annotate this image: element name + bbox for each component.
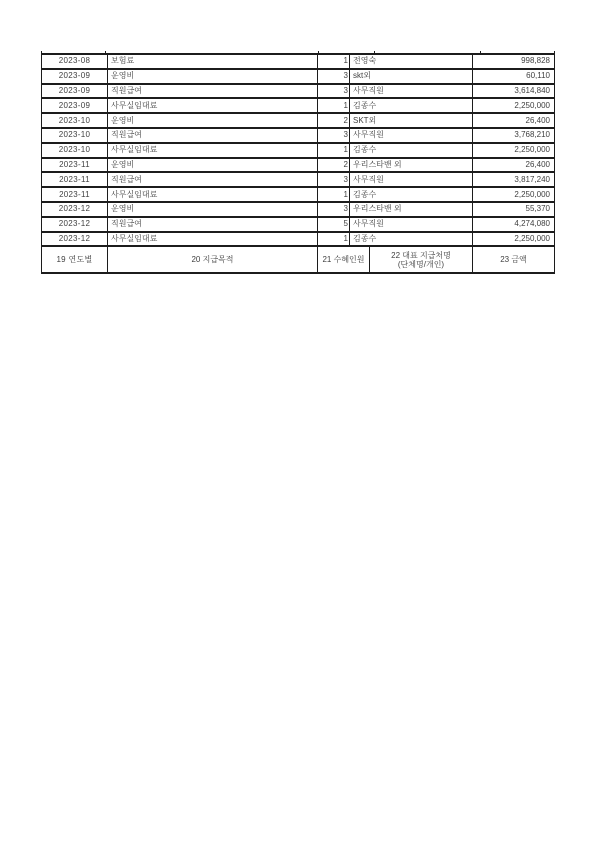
- cell-date: 2023-12: [42, 218, 108, 231]
- cell-amount: 60,110: [526, 71, 550, 81]
- cell-purpose: 직원급여: [108, 218, 318, 231]
- cell-date: 2023-11: [42, 159, 108, 172]
- cell-amount: 4,274,080: [514, 219, 550, 229]
- cell-amount: 3,614,840: [514, 85, 550, 95]
- table-row: [42, 233, 554, 248]
- cell-payee: skt외: [350, 70, 473, 83]
- table-row: [42, 70, 554, 85]
- table-row: [42, 188, 554, 203]
- header-payee-label: [370, 247, 473, 272]
- cell-amount: 2,250,000: [514, 145, 550, 155]
- cell-payee: 우리스타밴 외: [350, 203, 473, 216]
- cell-amount: 26,400: [525, 115, 550, 125]
- table-row: [42, 99, 554, 114]
- cell-amount: 998,828: [521, 56, 550, 66]
- cell-amount: 55,370: [525, 204, 550, 214]
- header-year-label: 19 연도별: [42, 247, 108, 272]
- cell-recipient-count: 2: [318, 159, 350, 172]
- cell-purpose: 보험료: [108, 55, 318, 68]
- header-purpose-label: 20 지급목적: [108, 247, 318, 272]
- cell-purpose: 사무실임대료: [108, 188, 318, 201]
- cell-payee: SKT외: [350, 114, 473, 127]
- table-header-row: [42, 247, 554, 272]
- cell-recipient-count: 2: [318, 114, 350, 127]
- table-row: [42, 129, 554, 144]
- column-cut-tick: [554, 51, 555, 55]
- table-row: [42, 144, 554, 159]
- cell-purpose: 운영비: [108, 114, 318, 127]
- column-cut-tick: [318, 51, 319, 55]
- grant-payment-table: [41, 53, 555, 274]
- cell-date: 2023-09: [42, 85, 108, 98]
- cell-date: 2023-11: [42, 188, 108, 201]
- cell-payee: 김종수: [350, 233, 473, 246]
- cell-recipient-count: 3: [318, 85, 350, 98]
- cell-purpose: 직원급여: [108, 85, 318, 98]
- cell-purpose: 직원급여: [108, 173, 318, 186]
- cell-amount: 2,250,000: [514, 233, 550, 243]
- cell-recipient-count: 5: [318, 218, 350, 231]
- table-row: [42, 55, 554, 70]
- cell-purpose: 운영비: [108, 203, 318, 216]
- cell-recipient-count: 3: [318, 173, 350, 186]
- cell-payee: 김종수: [350, 99, 473, 112]
- cell-date: 2023-10: [42, 114, 108, 127]
- cell-amount: 3,768,210: [514, 130, 550, 140]
- cell-recipient-count: 1: [318, 99, 350, 112]
- cell-date: 2023-08: [42, 55, 108, 68]
- cell-date: 2023-10: [42, 144, 108, 157]
- table-row: [42, 159, 554, 174]
- cell-recipient-count: 1: [318, 233, 350, 246]
- cell-amount: 26,400: [525, 159, 550, 169]
- cell-payee: 사무직원: [350, 129, 473, 142]
- table-row: [42, 85, 554, 100]
- column-cut-tick: [480, 51, 481, 55]
- cell-date: 2023-09: [42, 99, 108, 112]
- cell-purpose: 운영비: [108, 159, 318, 172]
- cell-date: 2023-11: [42, 173, 108, 186]
- column-cut-tick: [105, 51, 106, 55]
- cell-recipient-count: 1: [318, 55, 350, 68]
- column-cut-tick: [41, 51, 42, 55]
- cell-date: 2023-10: [42, 129, 108, 142]
- cell-recipient-count: 3: [318, 70, 350, 83]
- cell-date: 2023-12: [42, 233, 108, 246]
- cell-payee: 김종수: [350, 144, 473, 157]
- header-amount-label: 23 금액: [500, 254, 527, 264]
- table-row: [42, 173, 554, 188]
- cell-payee: 김종수: [350, 188, 473, 201]
- cell-payee: 사무직원: [350, 218, 473, 231]
- cell-purpose: 사무실임대료: [108, 233, 318, 246]
- table-row: [42, 203, 554, 218]
- cell-date: 2023-12: [42, 203, 108, 216]
- cell-amount: 2,250,000: [514, 100, 550, 110]
- cell-payee: 전영숙: [350, 55, 473, 68]
- table-row: [42, 114, 554, 129]
- cell-date: 2023-09: [42, 70, 108, 83]
- header-recipients-label: 21 수혜인원: [318, 247, 370, 272]
- cell-recipient-count: 3: [318, 203, 350, 216]
- cell-payee: 사무직원: [350, 173, 473, 186]
- cell-recipient-count: 1: [318, 188, 350, 201]
- cell-purpose: 사무실임대료: [108, 99, 318, 112]
- cell-recipient-count: 1: [318, 144, 350, 157]
- column-cut-tick: [374, 51, 375, 55]
- header-payee-line1: 22 대표 지급처명: [391, 250, 451, 260]
- cell-purpose: 사무실임대료: [108, 144, 318, 157]
- cell-payee: 우리스타밴 외: [350, 159, 473, 172]
- table-row: [42, 218, 554, 233]
- table-body: [42, 55, 554, 247]
- cell-purpose: 직원급여: [108, 129, 318, 142]
- cell-payee: 사무직원: [350, 85, 473, 98]
- cell-recipient-count: 3: [318, 129, 350, 142]
- cell-amount: 2,250,000: [514, 189, 550, 199]
- cell-purpose: 운영비: [108, 70, 318, 83]
- cell-amount: 3,817,240: [514, 174, 550, 184]
- header-payee-line2: (단체명/개인): [397, 259, 445, 269]
